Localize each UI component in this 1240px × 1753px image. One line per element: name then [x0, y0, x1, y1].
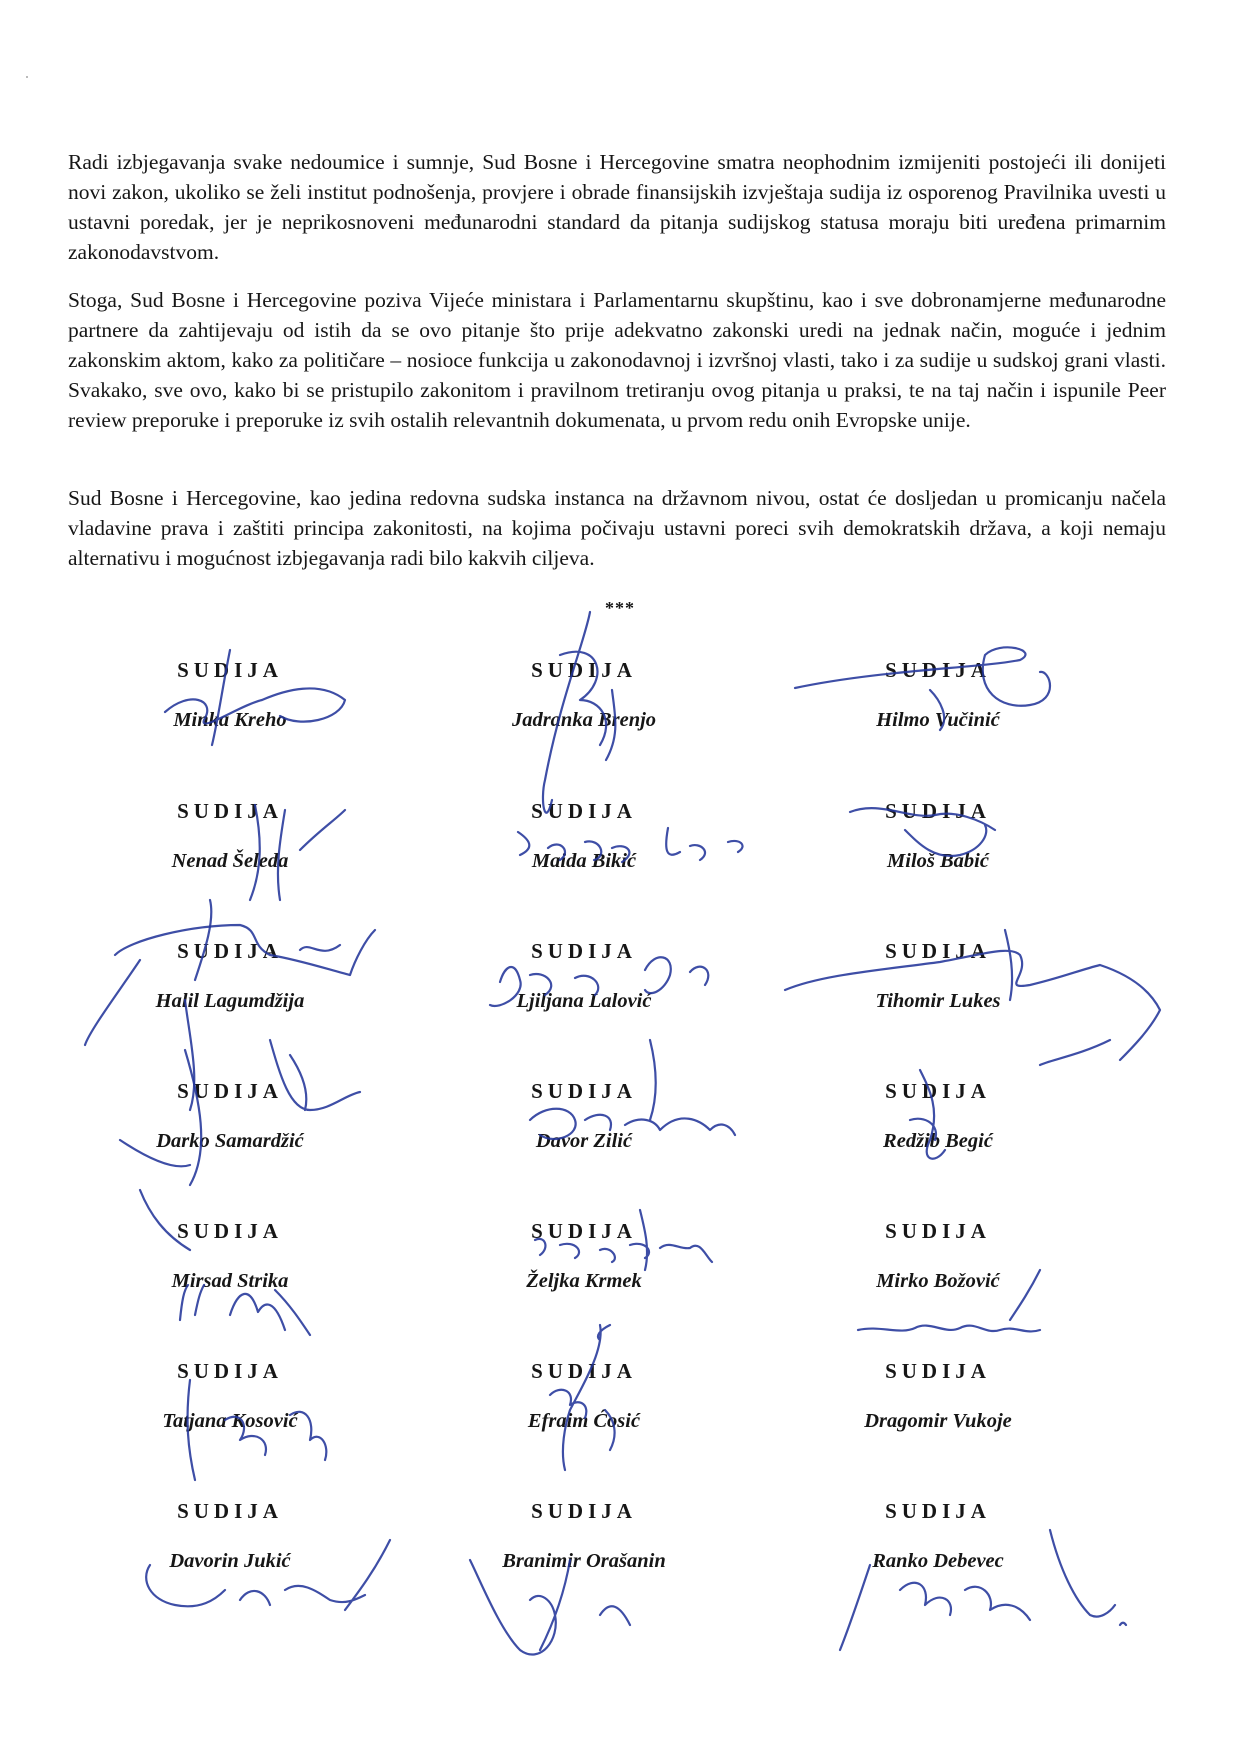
judge-title: SUDIJA [177, 939, 283, 963]
judge-name: Miloš Babić [887, 850, 989, 872]
judge-title: SUDIJA [177, 1499, 283, 1523]
judge-name: Davorin Jukić [169, 1550, 291, 1572]
signature-block [768, 1496, 1108, 1574]
judge-title: SUDIJA [885, 939, 991, 963]
judge-title: SUDIJA [885, 1079, 991, 1103]
judge-title: SUDIJA [531, 939, 637, 963]
judge-name: Darko Samardžić [156, 1130, 304, 1152]
signature-scrawl [470, 1560, 630, 1655]
paragraph-amendment: Radi izbjegavanja svake nedoumice i sumnje, Sud Bosne i Hercegovine smatra neophodnim izmijeniti postojeći ili donijeti novi zakon, ukoliko se želi institut podnošenja, provjere i obrade finansijskih izvještaja sudija iz osporenog Pravilnika uvesti u ustavni poredak, jer je neprikosnoveni međunarodni standard da pitanja sudijskog statusa moraju biti uređena primarnim zakonodavstvom. [68, 150, 1166, 264]
signature-block [60, 1076, 400, 1154]
judge-title: SUDIJA [531, 658, 637, 682]
judge-title: SUDIJA [531, 1499, 637, 1523]
judge-title: SUDIJA [885, 1499, 991, 1523]
judge-name: Mirko Božović [876, 1270, 1000, 1292]
judge-name: Tatjana Kosović [162, 1410, 298, 1432]
judge-title: SUDIJA [885, 1219, 991, 1243]
signature-block [414, 1076, 754, 1154]
signature-block [414, 655, 754, 733]
signature-block [414, 1216, 754, 1294]
scan-speck [26, 76, 28, 78]
section-separator: *** [605, 598, 635, 618]
judge-name: Minka Kreho [173, 709, 287, 731]
judge-title: SUDIJA [177, 799, 283, 823]
judge-title: SUDIJA [177, 1219, 283, 1243]
judge-name: Jadranka Brenjo [511, 709, 657, 731]
judge-name: Halil Lagumdžija [155, 990, 305, 1012]
signature-block [414, 1496, 754, 1574]
judge-name: Redžib Begić [883, 1130, 993, 1152]
judge-title: SUDIJA [531, 799, 637, 823]
judge-name: Davor Zilić [535, 1130, 633, 1152]
judge-title: SUDIJA [531, 1219, 637, 1243]
judge-name: Maida Bikić [531, 850, 637, 872]
signature-block [768, 655, 1108, 733]
judge-name: Hilmo Vučinić [876, 709, 1000, 731]
signature-block [768, 796, 1108, 874]
signature-block [60, 655, 400, 733]
judge-title: SUDIJA [885, 658, 991, 682]
signature-block [60, 1356, 400, 1434]
paragraph-commitment: Sud Bosne i Hercegovine, kao jedina redovna sudska instanca na državnom nivou, ostat će dosljedan u promicanju načela vladavine prava i zaštiti principa zakonitosti, na kojima počivaju ustavni poreci svih demokratskih država, a koji nemaju alternativu i mogućnost izbjegavanja radi bilo kakvih ciljeva. [68, 486, 1166, 570]
judge-title: SUDIJA [885, 1359, 991, 1383]
signature-block [768, 936, 1108, 1014]
signature-block [414, 796, 754, 874]
judge-title: SUDIJA [531, 1359, 637, 1383]
judge-title: SUDIJA [177, 1359, 283, 1383]
judge-name: Ranko Debevec [872, 1550, 1004, 1572]
judge-name: Ljiljana Lalović [516, 990, 652, 1012]
paragraph-appeal: Stoga, Sud Bosne i Hercegovine poziva Vijeće ministara i Parlamentarnu skupštinu, kao i sve dobronamjerne međunarodne partnere da zahtijevaju od istih da se ovo pitanje što prije adekvatno zakonski uredi na jednak način, moguće i jednim zakonskim aktom, kako za političare – nosioce funkcija u zakonodavnoj i izvršnoj vlasti, tako i za sudije u sudskoj grani vlasti. Svakako, sve ovo, kako bi se pristupilo zakonitom i pravilnom tretiranju ovog pitanja u praksi, te na taj način i ispunile Peer review preporuke i preporuke iz svih ostalih relevantnih dokumenata, u prvom redu onih Evropske unije. [68, 288, 1166, 432]
judge-title: SUDIJA [885, 799, 991, 823]
signature-block [414, 1356, 754, 1434]
signature-block [60, 936, 400, 1014]
judge-title: SUDIJA [531, 1079, 637, 1103]
signature-block [60, 1496, 400, 1574]
signature-block [60, 796, 400, 874]
judge-name: Tihomir Lukes [875, 990, 1001, 1012]
judge-name: Željka Krmek [526, 1270, 642, 1292]
judge-title: SUDIJA [177, 1079, 283, 1103]
judge-name: Nenad Šeleda [171, 850, 289, 872]
signature-block [768, 1356, 1108, 1434]
judge-name: Branimir Orašanin [502, 1550, 666, 1572]
signature-block [414, 936, 754, 1014]
signature-block [768, 1076, 1108, 1154]
judge-name: Dragomir Vukoje [864, 1410, 1012, 1432]
judge-name: Mirsad Strika [171, 1270, 289, 1292]
judge-title: SUDIJA [177, 658, 283, 682]
signature-block [768, 1216, 1108, 1294]
signature-block [60, 1216, 400, 1294]
judge-name: Efraim Ćosić [527, 1410, 641, 1432]
